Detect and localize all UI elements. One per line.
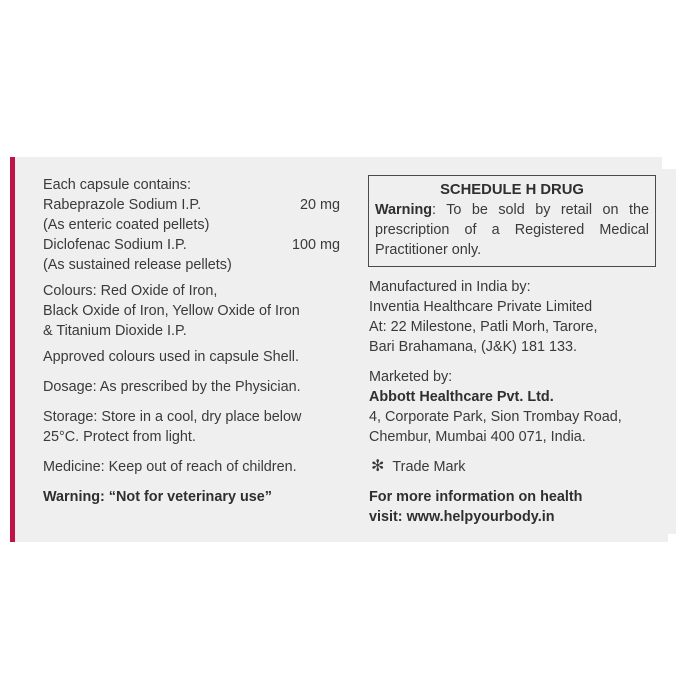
marketer-line: Marketed by: (369, 369, 453, 385)
ingredient-note: (As enteric coated pellets) (43, 217, 210, 233)
veterinary-warning: Warning: “Not for veterinary use” (43, 489, 272, 505)
ingredient-amount: 100 mg (292, 237, 340, 253)
trade-mark (369, 457, 669, 477)
approved-colours-text: Approved colours used in capsule Shell. (43, 349, 299, 365)
warning-label: Warning (375, 202, 433, 218)
dosage-text: Dosage: As prescribed by the Physician. (43, 379, 301, 395)
info-column (369, 175, 669, 527)
marketer-line: Chembur, Mumbai 400 071, India. (369, 429, 586, 445)
colours-line: & Titanium Dioxide I.P. (43, 323, 187, 339)
manufacturer-line: At: 22 Milestone, Patli Morh, Tarore, (369, 319, 598, 335)
colours-line: Colours: Red Oxide of Iron, (43, 283, 218, 299)
manufacturer-line: Bari Brahamana, (J&K) 181 133. (369, 339, 577, 355)
colours-line: Black Oxide of Iron, Yellow Oxide of Iron (43, 303, 300, 319)
ingredient-name: Diclofenac Sodium I.P. (43, 237, 187, 253)
storage-line: Storage: Store in a cool, dry place below (43, 409, 302, 425)
trademark-star-icon: ✻ (371, 458, 385, 475)
warning-text: : To be sold by retail on the prescription of a Registered Medical Practitioner only. (375, 202, 649, 258)
ingredient-row (43, 195, 343, 215)
torn-corner (668, 534, 676, 542)
storage-line: 25°C. Protect from light. (43, 429, 196, 445)
schedule-h-title: SCHEDULE H DRUG (440, 182, 584, 198)
manufacturer-line: Inventia Healthcare Private Limited (369, 299, 593, 315)
each-capsule-heading: Each capsule contains: (43, 177, 191, 193)
marketer-company: Abbott Healthcare Pvt. Ltd. (369, 389, 554, 405)
ingredient-amount: 20 mg (300, 197, 340, 213)
ingredient-name: Rabeprazole Sodium I.P. (43, 197, 202, 213)
schedule-h-box (368, 175, 656, 267)
composition-column (43, 175, 343, 507)
ingredient-note: (As sustained release pellets) (43, 257, 232, 273)
more-info-line: For more information on health (369, 489, 583, 505)
marketer-line: 4, Corporate Park, Sion Trombay Road, (369, 409, 622, 425)
trademark-text: Trade Mark (392, 459, 466, 475)
torn-corner (662, 157, 676, 169)
carton-panel (10, 157, 676, 542)
schedule-h-warning (375, 200, 649, 260)
more-info-website: visit: www.helpyourbody.in (369, 509, 555, 525)
medicine-text: Medicine: Keep out of reach of children. (43, 459, 297, 475)
ingredient-row (43, 235, 343, 255)
manufacturer-line: Manufactured in India by: (369, 279, 531, 295)
